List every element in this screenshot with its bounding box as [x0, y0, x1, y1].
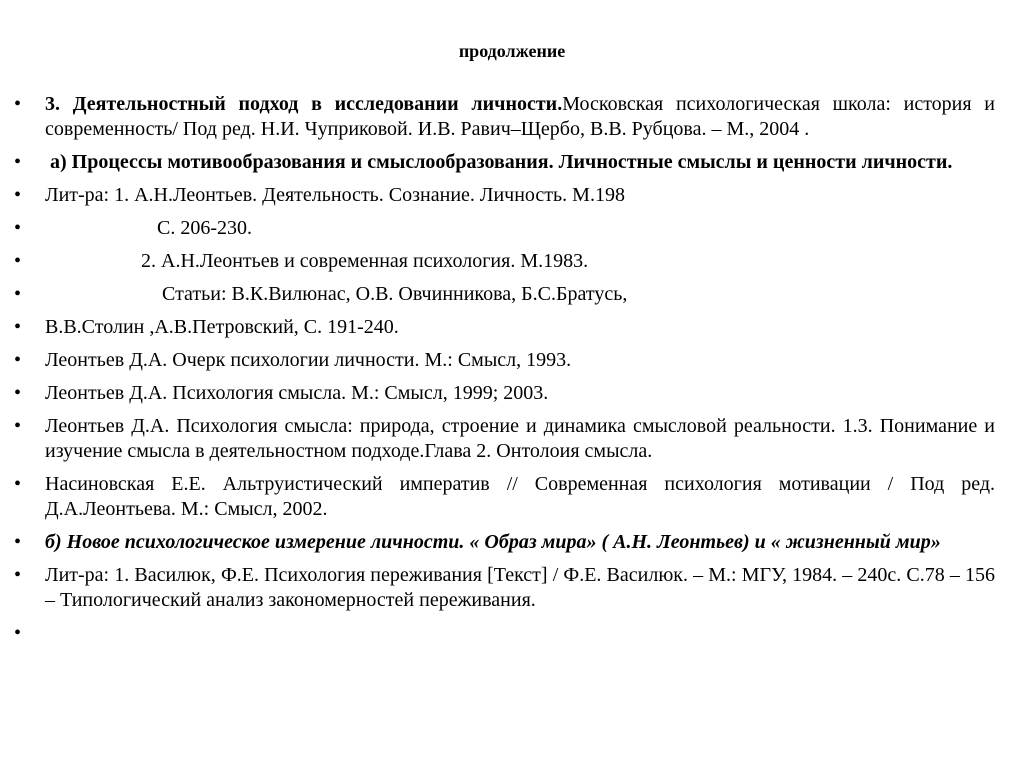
bullet-icon: • [14, 622, 22, 644]
reference-text: Московская психологическая школа: история и современность/ Под ред. Н.И. Чуприковой. И.В. Равич–Щербо, В.В. Рубцова. – М., 2004 . [45, 93, 995, 140]
reference-text: Леонтьев Д.А. Психология смысла: природа, строение и динамика смысловой реальности. 1.3. Понимание и изучение смысла в деятельностном подходе.Глава 2. Онтолоия смысла. [45, 415, 995, 462]
list-item [0, 315, 1024, 340]
bullet-icon: • [14, 283, 22, 305]
list-item [0, 92, 1024, 142]
reference-text: 2. А.Н.Леонтьев и современная психология. М.1983. [141, 250, 589, 272]
bullet-icon: • [14, 473, 22, 495]
reference-text: Лит-ра: 1. А.Н.Леонтьев. Деятельность. Сознание. Личность. М.198 [45, 184, 625, 206]
bullet-icon: • [14, 349, 22, 371]
reference-text: Леонтьев Д.А. Психология смысла. М.: Смысл, 1999; 2003. [45, 382, 549, 404]
list-item [0, 563, 1024, 613]
reference-text: В.В.Столин ,А.В.Петровский, С. 191-240. [45, 316, 399, 338]
reference-text: Лит-ра: 1. Василюк, Ф.Е. Психология переживания [Текст] / Ф.Е. Василюк. – М.: МГУ, 1984. – 240с. С.78 – 156 – Типологический анализ закономерностей переживания. [45, 564, 995, 611]
reference-text: Насиновская Е.Е. Альтруистический императив // Современная психология мотивации / Под ред. Д.А.Леонтьева. М.: Смысл, 2002. [45, 473, 995, 520]
bullet-icon: • [14, 382, 22, 404]
reference-text: Леонтьев Д.А. Очерк психологии личности. М.: Смысл, 1993. [45, 349, 572, 371]
slide-title: продолжение [458, 41, 566, 61]
bullet-icon: • [14, 415, 22, 437]
bullet-icon: • [14, 217, 22, 239]
bullet-icon: • [14, 316, 22, 338]
list-item [0, 183, 1024, 208]
reference-text: С. 206-230. [157, 217, 252, 239]
subsection-heading: а) Процессы мотивообразования и смыслообразования. Личностные смыслы и ценности личности. [50, 151, 953, 173]
bullet-icon: • [14, 151, 22, 173]
list-item [0, 381, 1024, 406]
bullet-icon: • [14, 184, 22, 206]
list-item [0, 249, 1024, 274]
reference-text: Статьи: В.К.Вилюнас, О.В. Овчинникова, Б.С.Братусь, [162, 283, 628, 305]
list-item [0, 530, 1024, 555]
list-item [0, 472, 1024, 522]
list-item [0, 150, 1024, 175]
bullet-icon: • [14, 93, 22, 115]
bullet-icon: • [14, 531, 22, 553]
list-item [0, 216, 1024, 241]
list-item [0, 621, 1024, 646]
subsection-heading: б) Новое психологическое измерение личности. « Образ мира» ( А.Н. Леонтьев) и « жизненный мир» [45, 531, 941, 553]
bullet-list [0, 92, 1024, 654]
list-item [0, 348, 1024, 373]
list-item [0, 282, 1024, 307]
bullet-icon: • [14, 250, 22, 272]
section-heading: 3. Деятельностный подход в исследовании личности. [45, 93, 563, 115]
bullet-icon: • [14, 564, 22, 586]
list-item [0, 414, 1024, 464]
